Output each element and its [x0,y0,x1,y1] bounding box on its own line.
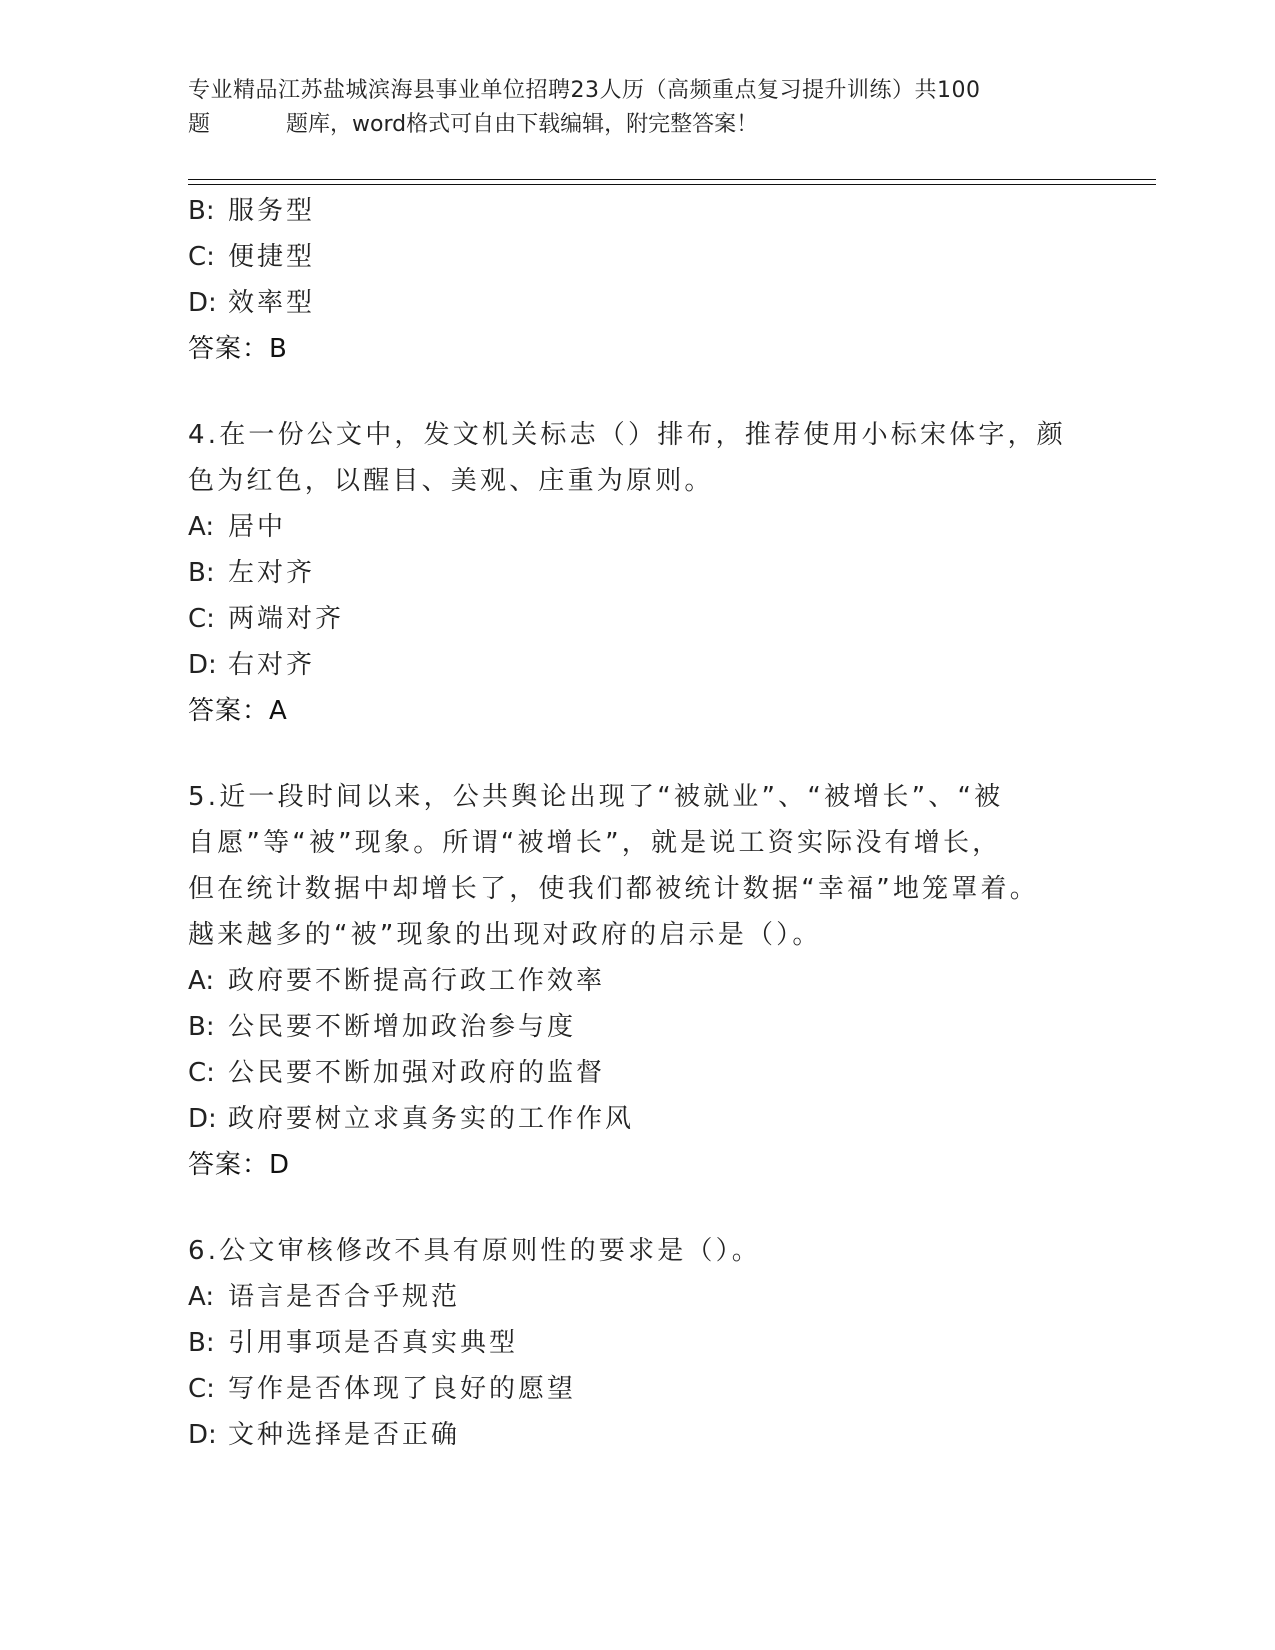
option-text: 两端对齐 [228,604,345,634]
page-header [188,74,1068,142]
option-b [188,550,1088,596]
option-letter: A: [188,1282,215,1312]
stem-line: 6.公文审核修改不具有原则性的要求是（）。 [188,1236,762,1266]
option-d [188,642,1088,688]
stem-line: 但在统计数据中却增长了，使我们都被统计数据“幸福”地笼罩着。 [188,874,1039,904]
answer-line: 答案：D [188,1150,291,1180]
header-title-line-2-right: 题库，word格式可自由下载编辑，附完整答案！ [286,112,759,137]
header-title-line-2 [188,108,1068,142]
stem-line: 5.近一段时间以来，公共舆论出现了“被就业”、“被增长”、“被 [188,782,1004,812]
option-text: 便捷型 [228,242,316,272]
stem-line: 4.在一份公文中，发文机关标志（）排布，推荐使用小标宋体字，颜 [188,420,1067,450]
option-text: 服务型 [228,196,316,226]
option-letter: D: [188,650,217,680]
option-letter: B: [188,1012,215,1042]
question-stem [188,774,1088,958]
option-letter: A: [188,966,215,996]
option-a [188,958,1088,1004]
question-5 [188,774,1088,1188]
option-letter: B: [188,196,215,226]
header-divider-bottom [188,184,1156,185]
header-title-line-2-left: 题 [188,112,211,137]
option-letter: B: [188,558,215,588]
option-text: 政府要不断提高行政工作效率 [228,966,606,996]
question-4 [188,412,1088,734]
option-text: 公民要不断增加政治参与度 [228,1012,577,1042]
option-letter: D: [188,1420,217,1450]
option-b [188,1320,1088,1366]
option-b [188,1004,1088,1050]
option-text: 公民要不断加强对政府的监督 [228,1058,606,1088]
option-text: 文种选择是否正确 [228,1420,461,1450]
option-d [188,280,1088,326]
option-text: 右对齐 [228,650,316,680]
option-letter: C: [188,1058,215,1088]
carryover-block [188,188,1088,372]
stem-line: 越来越多的“被”现象的出现对政府的启示是（）。 [188,920,822,950]
option-text: 政府要树立求真务实的工作作风 [228,1104,635,1134]
question-stem [188,412,1088,504]
option-letter: A: [188,512,215,542]
option-text: 写作是否体现了良好的愿望 [228,1374,577,1404]
option-c [188,234,1088,280]
option-b [188,188,1088,234]
option-letter: C: [188,1374,215,1404]
option-c [188,1050,1088,1096]
option-a [188,504,1088,550]
option-text: 居中 [228,512,287,542]
stem-line: 自愿”等“被”现象。所谓“被增长”，就是说工资实际没有增长， [188,828,1002,858]
option-text: 语言是否合乎规范 [228,1282,461,1312]
option-text: 效率型 [228,288,316,318]
question-6 [188,1228,1088,1458]
question-content [188,188,1088,1458]
option-text: 引用事项是否真实典型 [228,1328,519,1358]
header-divider-top [188,179,1156,180]
option-a [188,1274,1088,1320]
answer-line: 答案：B [188,334,288,364]
option-letter: D: [188,1104,217,1134]
option-text: 左对齐 [228,558,316,588]
option-letter: D: [188,288,217,318]
option-c [188,1366,1088,1412]
answer-line: 答案：A [188,696,288,726]
option-letter: C: [188,604,215,634]
option-d [188,1412,1088,1458]
question-stem [188,1228,1088,1274]
option-letter: C: [188,242,215,272]
option-d [188,1096,1088,1142]
option-c [188,596,1088,642]
option-letter: B: [188,1328,215,1358]
stem-line: 色为红色，以醒目、美观、庄重为原则。 [188,466,714,496]
header-title-line-1: 专业精品江苏盐城滨海县事业单位招聘23人历（高频重点复习提升训练）共100 [188,78,981,103]
